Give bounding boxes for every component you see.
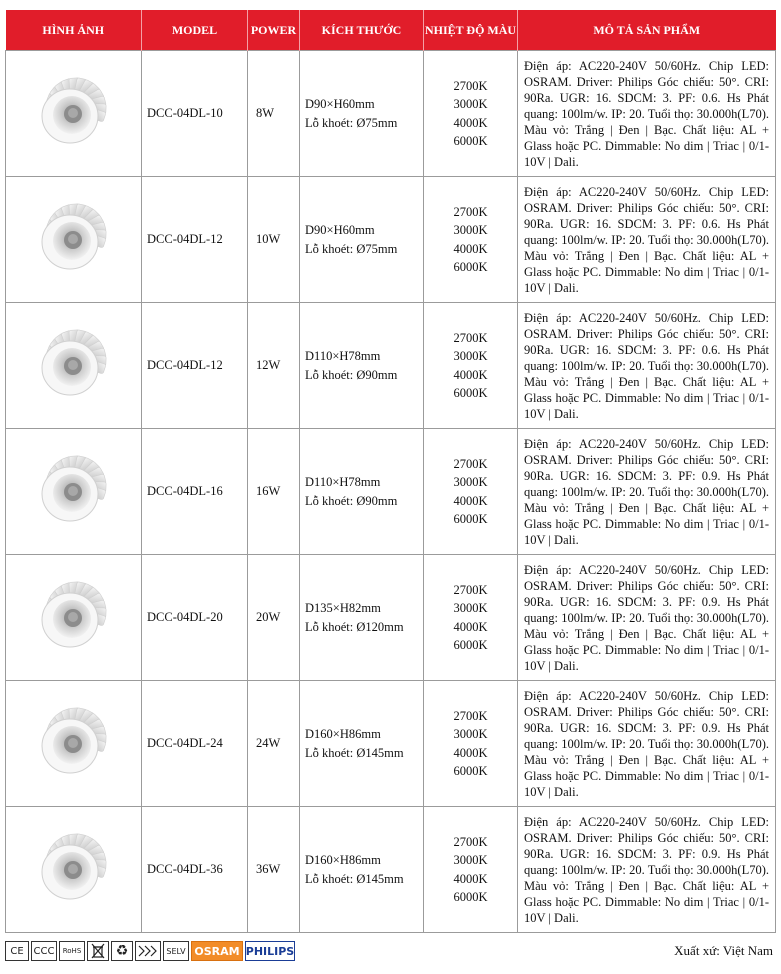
color-temp: 3000K [453,853,488,867]
model-cell: DCC-04DL-10 [142,51,248,177]
ccc-mark-icon: CCC [31,941,57,961]
header-row [6,10,776,51]
rohs-mark-icon: RoHS [59,941,85,961]
dimensions: D110×H78mm [305,348,381,363]
power-cell: 8W [248,51,300,177]
table-row [6,303,776,429]
color-temp-cell [424,429,518,555]
power-cell: 36W [248,807,300,933]
dimensions: D110×H78mm [305,474,381,489]
cutout: Lỗ khoét: Ø120mm [305,619,404,634]
cutout: Lỗ khoét: Ø145mm [305,871,404,886]
product-image [6,555,142,681]
size-cell [300,429,424,555]
weee-bin-icon [87,941,109,961]
model-cell: DCC-04DL-16 [142,429,248,555]
table-row [6,555,776,681]
header-image: HÌNH ẢNH [6,10,142,51]
downlight-product-icon [32,826,116,910]
color-temp: 3000K [453,727,488,741]
cutout: Lỗ khoét: Ø90mm [305,493,398,508]
dimensions: D160×H86mm [305,852,381,867]
color-temp: 4000K [453,115,488,130]
color-temp-cell [424,51,518,177]
eac-mark-icon [135,941,161,961]
size-cell [300,303,424,429]
color-temp: 6000K [453,386,488,400]
header-model: MODEL [142,10,248,51]
color-temp-cell [424,681,518,807]
power-cell: 24W [248,681,300,807]
color-temp-cell [424,555,518,681]
table-row [6,681,776,807]
color-temp: 4000K [453,619,488,634]
color-temp: 3000K [453,349,488,363]
dimensions: D160×H86mm [305,726,381,741]
color-temp: 4000K [453,871,488,886]
model-cell: DCC-04DL-12 [142,303,248,429]
size-cell [300,681,424,807]
color-temp: 3000K [453,601,488,615]
table-row [6,807,776,933]
size-cell [300,807,424,933]
product-spec-table [5,10,776,933]
size-cell [300,51,424,177]
product-image [6,303,142,429]
description-cell: Điện áp: AC220-240V 50/60Hz. Chip LED: OSRAM. Driver: Philips Góc chiếu: 50°. CRI: 90Ra. UGR: 16. SDCM: 3. PF: 0.9. Hs Phát quang: 100lm/w. IP: 20. Tuổi thọ: 30.000h(L70). Màu vỏ: Trắng | Đen | Bạc. Chất liệu: AL + Glass hoặc PC. Dimmable: No dim | Triac | 0/1-10V | Dali. [518,807,776,933]
downlight-product-icon [32,574,116,658]
color-temp: 2700K [453,78,488,93]
color-temp: 6000K [453,512,488,526]
power-cell: 20W [248,555,300,681]
product-image [6,807,142,933]
recycle-icon: ♻ [111,941,133,961]
product-image [6,429,142,555]
color-temp: 4000K [453,745,488,760]
table-row [6,51,776,177]
power-cell: 16W [248,429,300,555]
color-temp: 2700K [453,708,488,723]
product-image [6,177,142,303]
power-cell: 12W [248,303,300,429]
osram-logo: OSRAM [191,941,243,961]
color-temp: 2700K [453,330,488,345]
header-power: POWER [248,10,300,51]
description-cell: Điện áp: AC220-240V 50/60Hz. Chip LED: OSRAM. Driver: Philips Góc chiếu: 50°. CRI: 90Ra. UGR: 16. SDCM: 3. PF: 0.9. Hs Phát quang: 100lm/w. IP: 20. Tuổi thọ: 30.000h(L70). Màu vỏ: Trắng | Đen | Bạc. Chất liệu: AL + Glass hoặc PC. Dimmable: No dim | Triac | 0/1-10V | Dali. [518,555,776,681]
color-temp: 2700K [453,456,488,471]
product-image [6,681,142,807]
table-row [6,177,776,303]
footer [0,938,781,968]
color-temp: 4000K [453,241,488,256]
model-cell: DCC-04DL-36 [142,807,248,933]
header-description: MÔ TẢ SẢN PHẨM [518,10,776,51]
dimensions: D90×H60mm [305,222,375,237]
downlight-product-icon [32,322,116,406]
model-cell: DCC-04DL-24 [142,681,248,807]
cutout: Lỗ khoét: Ø75mm [305,115,398,130]
ce-mark-icon: CE [5,941,29,961]
selv-mark-icon: SELV [163,941,189,961]
color-temp: 3000K [453,97,488,111]
color-temp: 6000K [453,638,488,652]
description-cell: Điện áp: AC220-240V 50/60Hz. Chip LED: OSRAM. Driver: Philips Góc chiếu: 50°. CRI: 90Ra. UGR: 16. SDCM: 3. PF: 0.9. Hs Phát quang: 100lm/w. IP: 20. Tuổi thọ: 30.000h(L70). Màu vỏ: Trắng | Đen | Bạc. Chất liệu: AL + Glass hoặc PC. Dimmable: No dim | Triac | 0/1-10V | Dali. [518,681,776,807]
color-temp: 6000K [453,764,488,778]
description-cell: Điện áp: AC220-240V 50/60Hz. Chip LED: OSRAM. Driver: Philips Góc chiếu: 50°. CRI: 90Ra. UGR: 16. SDCM: 3. PF: 0.6. Hs Phát quang: 100lm/w. IP: 20. Tuổi thọ: 30.000h(L70). Màu vỏ: Trắng | Đen | Bạc. Chất liệu: AL + Glass hoặc PC. Dimmable: No dim | Triac | 0/1-10V | Dali. [518,303,776,429]
cutout: Lỗ khoét: Ø75mm [305,241,398,256]
description-cell: Điện áp: AC220-240V 50/60Hz. Chip LED: OSRAM. Driver: Philips Góc chiếu: 50°. CRI: 90Ra. UGR: 16. SDCM: 3. PF: 0.6. Hs Phát quang: 100lm/w. IP: 20. Tuổi thọ: 30.000h(L70). Màu vỏ: Trắng | Đen | Bạc. Chất liệu: AL + Glass hoặc PC. Dimmable: No dim | Triac | 0/1-10V | Dali. [518,51,776,177]
dimensions: D135×H82mm [305,600,381,615]
philips-logo: PHILIPS [245,941,295,961]
color-temp: 2700K [453,204,488,219]
header-color-temp: NHIỆT ĐỘ MÀU [424,10,518,51]
model-cell: DCC-04DL-20 [142,555,248,681]
downlight-product-icon [32,700,116,784]
color-temp: 3000K [453,475,488,489]
color-temp-cell [424,177,518,303]
color-temp-cell [424,303,518,429]
product-image [6,51,142,177]
cutout: Lỗ khoét: Ø90mm [305,367,398,382]
size-cell [300,555,424,681]
color-temp-cell [424,807,518,933]
color-temp: 6000K [453,890,488,904]
color-temp: 2700K [453,834,488,849]
power-cell: 10W [248,177,300,303]
color-temp: 6000K [453,260,488,274]
size-cell [300,177,424,303]
downlight-product-icon [32,448,116,532]
downlight-product-icon [32,196,116,280]
table-row [6,429,776,555]
dimensions: D90×H60mm [305,96,375,111]
color-temp: 6000K [453,134,488,148]
origin-label: Xuất xứ: Việt Nam [674,943,773,958]
downlight-product-icon [32,70,116,154]
color-temp: 3000K [453,223,488,237]
color-temp: 4000K [453,367,488,382]
color-temp: 2700K [453,582,488,597]
header-size: KÍCH THƯỚC [300,10,424,51]
description-cell: Điện áp: AC220-240V 50/60Hz. Chip LED: OSRAM. Driver: Philips Góc chiếu: 50°. CRI: 90Ra. UGR: 16. SDCM: 3. PF: 0.6. Hs Phát quang: 100lm/w. IP: 20. Tuổi thọ: 30.000h(L70). Màu vỏ: Trắng | Đen | Bạc. Chất liệu: AL + Glass hoặc PC. Dimmable: No dim | Triac | 0/1-10V | Dali. [518,177,776,303]
cutout: Lỗ khoét: Ø145mm [305,745,404,760]
model-cell: DCC-04DL-12 [142,177,248,303]
description-cell: Điện áp: AC220-240V 50/60Hz. Chip LED: OSRAM. Driver: Philips Góc chiếu: 50°. CRI: 90Ra. UGR: 16. SDCM: 3. PF: 0.9. Hs Phát quang: 100lm/w. IP: 20. Tuổi thọ: 30.000h(L70). Màu vỏ: Trắng | Đen | Bạc. Chất liệu: AL + Glass hoặc PC. Dimmable: No dim | Triac | 0/1-10V | Dali. [518,429,776,555]
certification-logos [5,941,295,961]
color-temp: 4000K [453,493,488,508]
